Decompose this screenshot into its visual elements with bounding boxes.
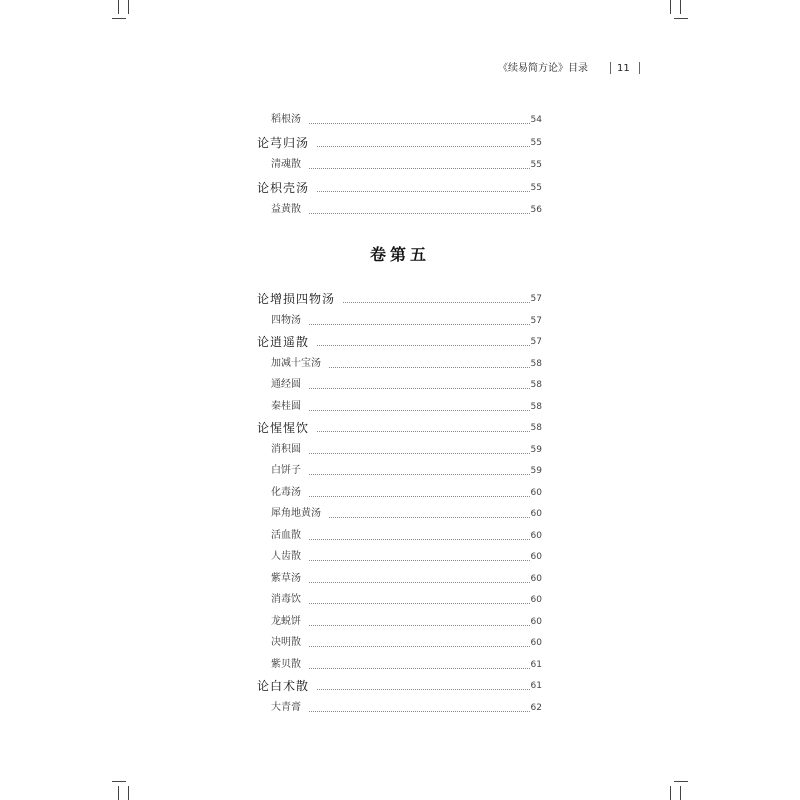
toc-entry-page-number: 56 — [530, 205, 542, 215]
dot-leader — [309, 388, 530, 389]
crop-mark — [670, 0, 671, 14]
toc-entry-label: 稻根汤 — [271, 114, 301, 125]
toc-entry-label: 清魂散 — [271, 159, 301, 170]
toc-entry-page-number: 55 — [530, 137, 542, 148]
dot-leader — [309, 474, 530, 475]
dot-leader — [309, 123, 530, 124]
crop-mark — [680, 0, 681, 14]
crop-mark — [128, 786, 129, 800]
dot-leader — [309, 668, 530, 669]
dot-leader — [329, 367, 530, 368]
dot-leader — [309, 410, 530, 411]
dot-leader — [309, 711, 530, 712]
crop-mark — [674, 781, 688, 782]
toc-entry-page-number: 58 — [530, 423, 542, 433]
toc-entry-label: 大青膏 — [271, 701, 301, 713]
toc-entry-page-number: 58 — [530, 358, 542, 369]
toc-entry-page-number: 61 — [530, 659, 542, 670]
toc-entry-label: 化毒汤 — [271, 486, 301, 498]
toc-entry-page-number: 57 — [530, 315, 542, 326]
toc-entry-label: 紫贝散 — [271, 658, 301, 670]
crop-mark — [674, 18, 688, 19]
dot-leader — [309, 213, 530, 214]
toc-entry-label: 决明散 — [271, 637, 301, 648]
toc-entry-page-number: 55 — [530, 160, 542, 170]
dot-leader — [317, 345, 530, 346]
dot-leader — [317, 191, 530, 192]
toc-entry-page-number: 57 — [530, 337, 542, 347]
toc-entry-page-number: 61 — [530, 681, 542, 691]
toc-entry-page-number: 60 — [530, 509, 542, 519]
toc-entry-label: 消毒饮 — [271, 594, 301, 605]
toc-entry-label: 人齿散 — [271, 551, 301, 562]
toc-entry-label: 秦桂圆 — [271, 400, 301, 412]
dot-leader — [309, 560, 530, 561]
toc-entry — [271, 700, 542, 716]
toc-entry — [271, 571, 542, 587]
dot-leader — [309, 646, 530, 647]
crop-mark — [118, 786, 119, 800]
toc-entry — [271, 549, 542, 565]
header-page-number: 11 — [617, 63, 630, 74]
toc-entry-section — [257, 180, 542, 196]
toc-entry-label: 通经圆 — [271, 379, 301, 390]
toc-entry-section — [257, 291, 542, 307]
toc-entry-section — [257, 678, 542, 694]
toc-entry — [271, 485, 542, 501]
toc-entry-label: 龙蜕饼 — [271, 615, 301, 627]
toc-entry — [271, 157, 542, 173]
toc-entry-label: 论白术散 — [257, 679, 310, 693]
toc-entry-page-number: 60 — [530, 573, 542, 584]
crop-mark — [112, 781, 126, 782]
toc-entry — [271, 202, 542, 218]
volume-title: 卷第五 — [369, 245, 430, 264]
dot-leader — [309, 496, 530, 497]
dot-leader — [309, 625, 530, 626]
dot-leader — [317, 146, 530, 147]
toc-entry-section — [257, 135, 542, 151]
header-title: 《续易简方论》目录 — [498, 63, 588, 74]
toc-entry-label: 论增损四物汤 — [257, 292, 336, 306]
toc-entry — [271, 442, 542, 458]
crop-mark — [118, 0, 119, 14]
header-divider — [610, 62, 611, 74]
toc-entry-page-number: 60 — [530, 616, 542, 627]
toc-entry-page-number: 60 — [530, 638, 542, 648]
dot-leader — [309, 168, 530, 169]
toc-entry — [271, 657, 542, 673]
toc-entry — [271, 463, 542, 479]
toc-entry-page-number: 58 — [530, 401, 542, 412]
toc-entry — [271, 356, 542, 372]
toc-entry-label: 活血散 — [271, 529, 301, 541]
toc-entry-label: 论逍遥散 — [257, 335, 310, 349]
toc-entry-page-number: 60 — [530, 552, 542, 562]
toc-entry-label: 四物汤 — [271, 314, 301, 326]
toc-entry-label: 紫草汤 — [271, 572, 301, 584]
dot-leader — [329, 517, 530, 518]
toc-entry-label: 论芎归汤 — [257, 135, 310, 150]
toc-entry-label: 加减十宝汤 — [271, 357, 321, 369]
dot-leader — [309, 582, 530, 583]
toc-entry-page-number: 59 — [530, 466, 542, 476]
toc-entry — [271, 399, 542, 415]
dot-leader — [343, 302, 530, 303]
toc-entry-section — [257, 334, 542, 350]
toc-entry-label: 益黄散 — [271, 204, 301, 215]
toc-entry-page-number: 59 — [530, 444, 542, 455]
dot-leader — [317, 431, 530, 432]
toc-entry-label: 论枳壳汤 — [257, 180, 310, 195]
toc-entry — [271, 313, 542, 329]
toc-entry — [271, 635, 542, 651]
toc-entry — [271, 592, 542, 608]
crop-mark — [128, 0, 129, 14]
header-divider — [639, 62, 640, 74]
toc-entry-page-number: 58 — [530, 380, 542, 390]
dot-leader — [309, 324, 530, 325]
toc-entry-page-number: 60 — [530, 487, 542, 498]
toc-entry — [271, 377, 542, 393]
crop-mark — [680, 786, 681, 800]
toc-entry-page-number: 60 — [530, 595, 542, 605]
toc-entry-label: 白饼子 — [271, 465, 301, 476]
toc-entry-page-number: 57 — [530, 294, 542, 304]
crop-mark — [112, 18, 126, 19]
toc-entry-page-number: 54 — [530, 115, 542, 125]
crop-mark — [670, 786, 671, 800]
toc-entry — [271, 614, 542, 630]
toc-entry-label: 论惺惺饮 — [257, 421, 310, 435]
running-header — [0, 62, 800, 76]
toc-entry-label: 犀角地黄汤 — [271, 508, 321, 519]
toc-entry-page-number: 62 — [530, 702, 542, 713]
dot-leader — [309, 539, 530, 540]
toc-entry — [271, 506, 542, 522]
dot-leader — [309, 603, 530, 604]
toc-entry-section — [257, 420, 542, 436]
toc-entry-page-number: 60 — [530, 530, 542, 541]
dot-leader — [317, 689, 530, 690]
toc-entry-page-number: 55 — [530, 182, 542, 193]
toc-entry — [271, 528, 542, 544]
dot-leader — [309, 453, 530, 454]
toc-entry-label: 消积圆 — [271, 443, 301, 455]
toc-entry — [271, 112, 542, 128]
